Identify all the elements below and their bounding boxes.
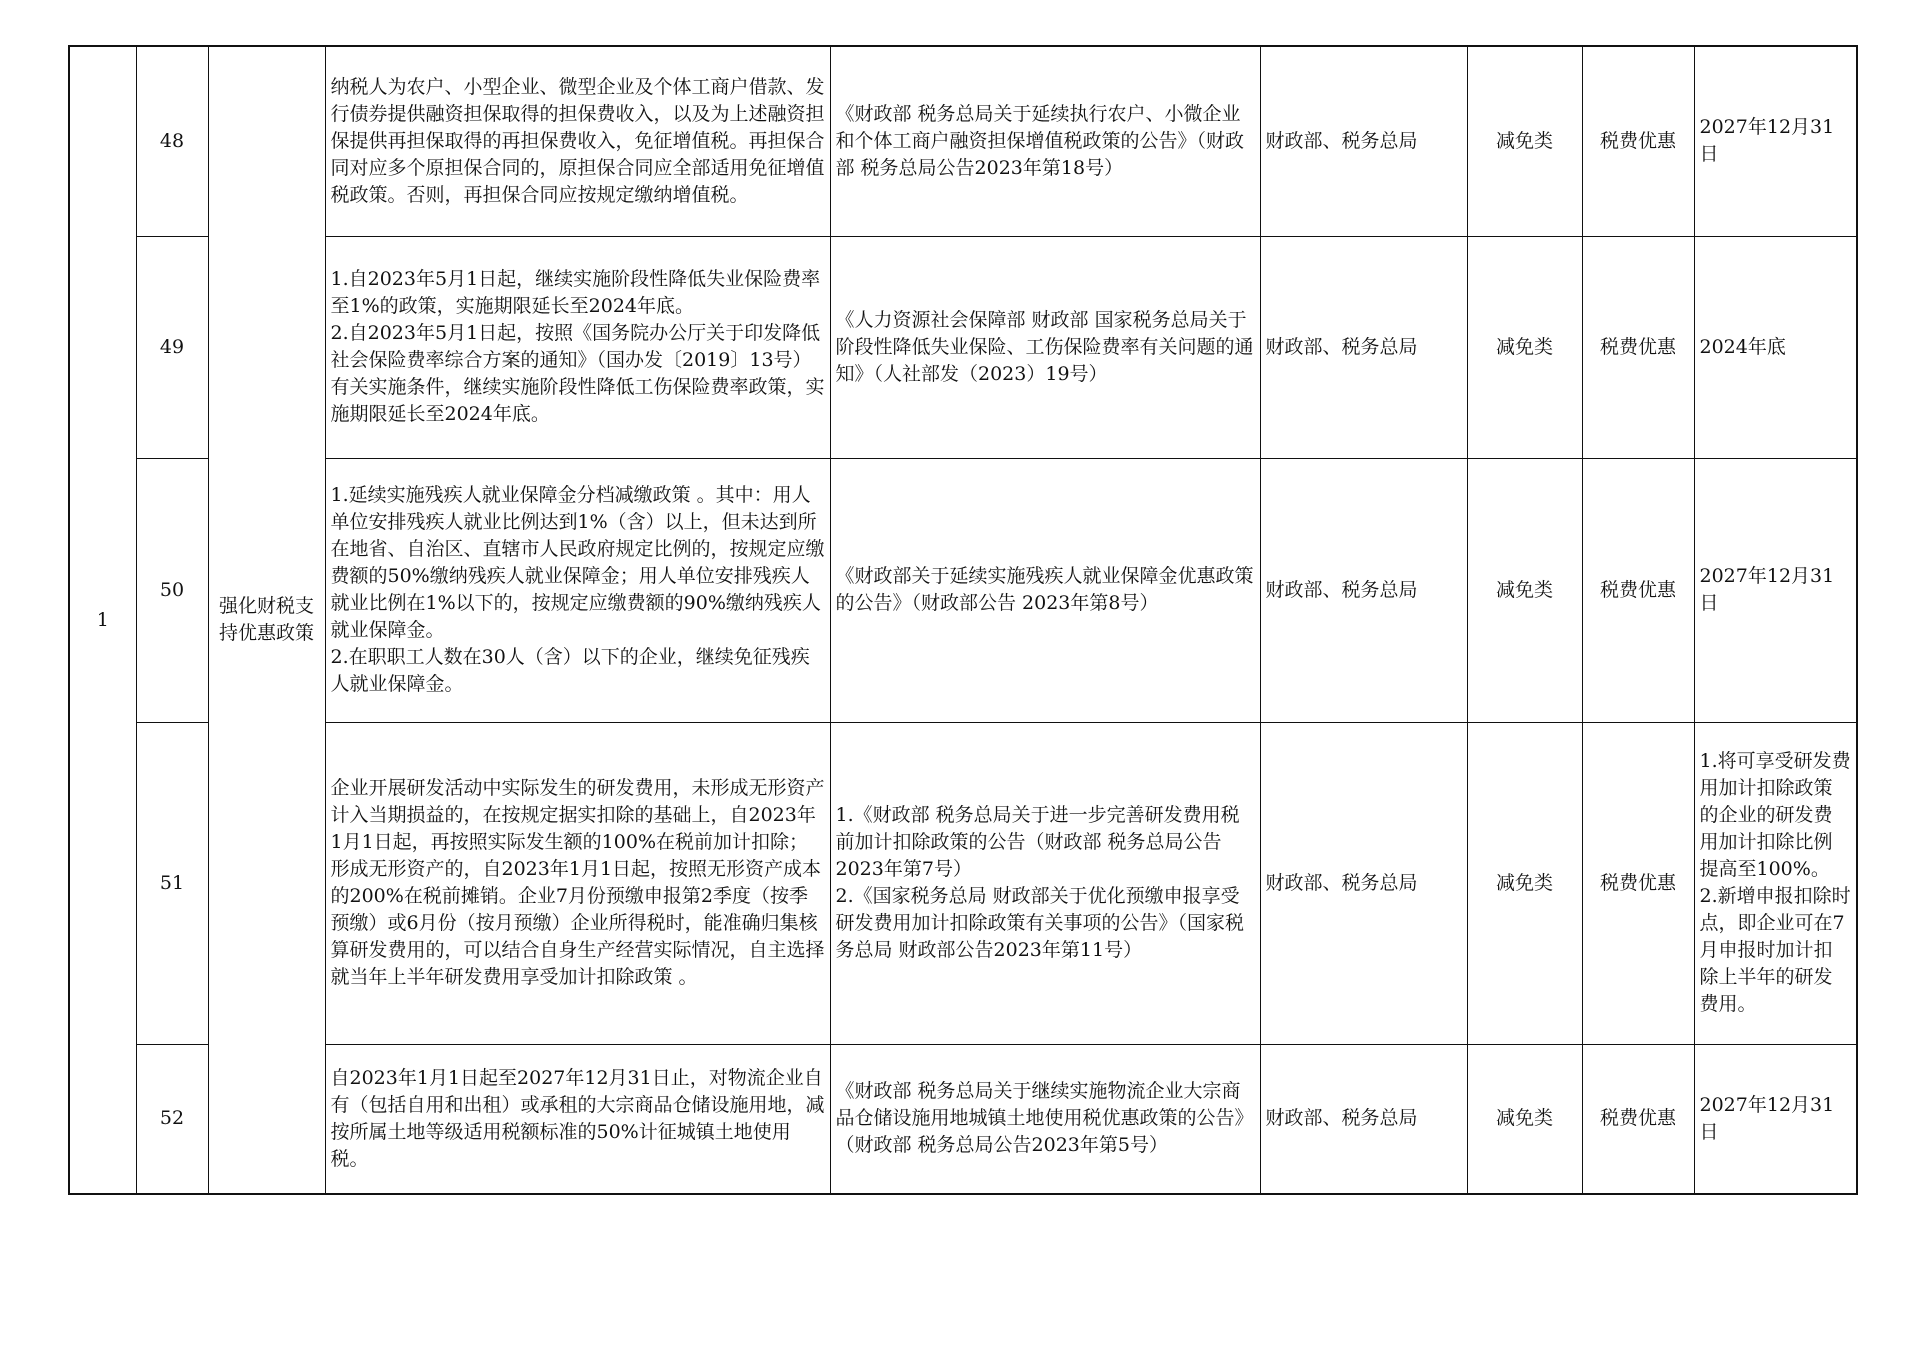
policy-content: 自2023年1月1日起至2027年12月31日止，对物流企业自有（包括自用和出租）或承租的大宗商品仓储设施用地，减按所属土地等级适用税额标准的50%计征城镇土地使用税。 [325,1044,830,1194]
policy-content: 1.延续实施残疾人就业保障金分档减缴政策 。其中：用人单位安排残疾人就业比例达到1%（含）以上，但未达到所在地省、自治区、直辖市人民政府规定比例的，按规定应缴费额的50%缴纳残疾人就业保障金；用人单位安排残疾人就业比例在1%以下的，按规定应缴费额的90%缴纳残疾人就业保障金。 2.在职职工人数在30人（含）以下的企业，继续免征残疾人就业保障金。 [325,458,830,722]
table-row [69,458,1857,722]
policy-category: 强化财税支持优惠政策 [208,46,325,1194]
policy-deadline: 2024年底 [1694,236,1857,458]
group-number: 1 [69,46,136,1194]
row-number: 50 [136,458,208,722]
policy-kind: 税费优惠 [1582,722,1694,1044]
policy-kind: 税费优惠 [1582,236,1694,458]
policy-deadline: 2027年12月31日 [1694,1044,1857,1194]
policy-table [68,45,1858,1195]
responsible-department: 财政部、税务总局 [1260,458,1467,722]
policy-type: 减免类 [1467,1044,1582,1194]
row-number: 51 [136,722,208,1044]
policy-kind: 税费优惠 [1582,46,1694,236]
row-number: 49 [136,236,208,458]
row-number: 48 [136,46,208,236]
responsible-department: 财政部、税务总局 [1260,1044,1467,1194]
table-row [69,46,1857,236]
policy-basis: 《财政部 税务总局关于延续执行农户、小微企业和个体工商户融资担保增值税政策的公告》（财政部 税务总局公告2023年第18号） [830,46,1260,236]
table-row [69,1044,1857,1194]
policy-kind: 税费优惠 [1582,458,1694,722]
policy-basis: 1.《财政部 税务总局关于进一步完善研发费用税前加计扣除政策的公告（财政部 税务总局公告2023年第7号） 2.《国家税务总局 财政部关于优化预缴申报享受研发费用加计扣除政策有关事项的公告》（国家税务总局 财政部公告2023年第11号） [830,722,1260,1044]
row-number: 52 [136,1044,208,1194]
policy-type: 减免类 [1467,46,1582,236]
policy-type: 减免类 [1467,722,1582,1044]
table-row [69,236,1857,458]
policy-deadline: 1.将可享受研发费用加计扣除政策的企业的研发费用加计扣除比例提高至100%。 2.新增申报扣除时点，即企业可在7月申报时加计扣除上半年的研发费用。 [1694,722,1857,1044]
policy-basis: 《人力资源社会保障部 财政部 国家税务总局关于阶段性降低失业保险、工伤保险费率有关问题的通知》（人社部发（2023）19号） [830,236,1260,458]
policy-content: 1.自2023年5月1日起，继续实施阶段性降低失业保险费率至1%的政策，实施期限延长至2024年底。 2.自2023年5月1日起，按照《国务院办公厅关于印发降低社会保险费率综合方案的通知》（国办发〔2019〕13号）有关实施条件，继续实施阶段性降低工伤保险费率政策，实施期限延长至2024年底。 [325,236,830,458]
policy-type: 减免类 [1467,458,1582,722]
policy-type: 减免类 [1467,236,1582,458]
responsible-department: 财政部、税务总局 [1260,46,1467,236]
policy-basis: 《财政部关于延续实施残疾人就业保障金优惠政策的公告》（财政部公告 2023年第8号） [830,458,1260,722]
policy-basis: 《财政部 税务总局关于继续实施物流企业大宗商品仓储设施用地城镇土地使用税优惠政策的公告》（财政部 税务总局公告2023年第5号） [830,1044,1260,1194]
policy-content: 企业开展研发活动中实际发生的研发费用，未形成无形资产计入当期损益的，在按规定据实扣除的基础上，自2023年1月1日起，再按照实际发生额的100%在税前加计扣除；形成无形资产的，自2023年1月1日起，按照无形资产成本的200%在税前摊销。企业7月份预缴申报第2季度（按季预缴）或6月份（按月预缴）企业所得税时，能准确归集核算研发费用的，可以结合自身生产经营实际情况，自主选择就当年上半年研发费用享受加计扣除政策 。 [325,722,830,1044]
policy-content: 纳税人为农户、小型企业、微型企业及个体工商户借款、发行债券提供融资担保取得的担保费收入，以及为上述融资担保提供再担保取得的再担保费收入，免征增值税。再担保合同对应多个原担保合同的，原担保合同应全部适用免征增值税政策。否则，再担保合同应按规定缴纳增值税。 [325,46,830,236]
table-row [69,722,1857,1044]
responsible-department: 财政部、税务总局 [1260,236,1467,458]
policy-kind: 税费优惠 [1582,1044,1694,1194]
policy-deadline: 2027年12月31日 [1694,458,1857,722]
responsible-department: 财政部、税务总局 [1260,722,1467,1044]
policy-deadline: 2027年12月31日 [1694,46,1857,236]
